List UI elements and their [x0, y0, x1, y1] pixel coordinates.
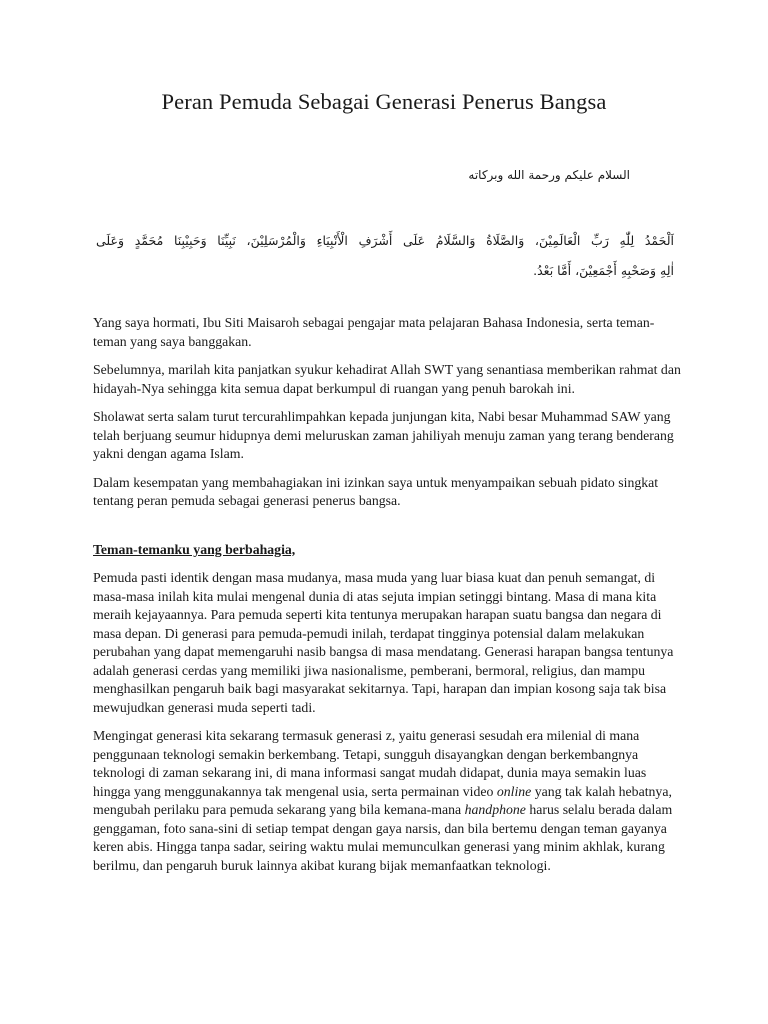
- italic-online: online: [496, 783, 532, 799]
- arabic-salam: السلام عليكم ورحمة الله وبركاته: [468, 168, 630, 182]
- hamdalah-line-2: اٰلِهِ وَصَحْبِهِ أَجْمَعِيْنَ، أَمَّا بَعْدُ.: [533, 263, 674, 278]
- italic-handphone: handphone: [464, 802, 526, 817]
- spacer: [93, 521, 683, 541]
- paragraph-technology-part-a: Mengingat generasi kita sekarang termasuk generasi z, yaitu generasi sesudah era milenial di mana penggunaan teknologi semakin berkembang. Tetapi, sungguh disayangkan dengan berkembangnya teknologi di zaman sekarang ini, di mana informasi sangat mudah didapat, dunia maya semakin luas hingga yang menggunakannya tak mengenal usia, serta permainan video: [93, 728, 647, 799]
- paragraph-intro: Dalam kesempatan yang membahagiakan ini izinkan saya untuk menyampaikan sebuah pidato singkat tentang peran pemuda sebagai generasi penerus bangsa.: [93, 474, 659, 508]
- paragraph-youth: Pemuda pasti identik dengan masa mudanya, masa muda yang luar biasa kuat dan penuh semangat, di masa-masa inilah kita mulai mengenal dunia di atas sejuta impian setinggi bintang. Masa di mana kita meraih kejayaannya. Para pemuda seperti kita tentunya merupakan harapan suatu bangsa dan negara di masa depan. Di generasi para pemuda-pemudi inilah, terdapat tingginya potensial dalam melakukan perubahan yang dapat memengaruhi nasib bangsa di masa mendatang. Generasi harapan bangsa tentunya adalah generasi cerdas yang memiliki jiwa nasionalisme, pemberani, bermoral, religius, dan mampu menghasilkan pengaruh baik bagi masyarakat sekitarnya. Tapi, harapan dan impian kosong saja tak bisa mewujudkan generasi muda seperti tadi.: [93, 570, 674, 715]
- document-body: [93, 314, 683, 885]
- hamdalah-line-1: اَلْحَمْدُ لِلّٰهِ رَبِّ الْعَالَمِيْنَ، وَالصَّلَاةُ وَالسَّلَامُ عَلَى أَشْرَفِ الْأَنْبِيَاءِ وَالْمُرْسَلِيْنَ، نَبِيِّنَا وَحَبِيْبِنَا مُحَمَّدٍ وَعَلَى: [96, 233, 674, 248]
- section-heading: Teman-temanku yang berbahagia,: [93, 541, 296, 557]
- paragraph-technology-part-b: yang tak kalah hebatnya, mengubah perilaku para pemuda sekarang yang bila kemana-mana: [93, 783, 672, 817]
- paragraph-technology-part-c: harus selalu berada dalam genggaman, foto sana-sini di setiap tempat dengan gaya narsis, dan bila bertemu dengan teman gayanya keren abis. Hingga tanpa sadar, seiring waktu mulai memunculkan generasi yang minim akhlak, kurang berilmu, dan pengaruh buruk lainnya akibat kurang bijak memanfaatkan teknologi.: [93, 802, 673, 873]
- paragraph-technology: [93, 727, 683, 875]
- paragraph-gratitude: Sebelumnya, marilah kita panjatkan syukur kehadirat Allah SWT yang senantiasa memberikan rahmat dan hidayah-Nya sehingga kita semua dapat berkumpul di ruangan yang penuh barokah ini.: [93, 362, 681, 396]
- document-title: Peran Pemuda Sebagai Generasi Penerus Bangsa: [161, 89, 607, 114]
- paragraph-greeting: Yang saya hormati, Ibu Siti Maisaroh sebagai pengajar mata pelajaran Bahasa Indonesia, serta teman-teman yang saya banggakan.: [93, 315, 655, 349]
- arabic-hamdalah: [96, 226, 674, 286]
- paragraph-sholawat: Sholawat serta salam turut tercurahlimpahkan kepada junjungan kita, Nabi besar Muhammad SAW yang telah berjuang seumur hidupnya demi meluruskan zaman jahiliyah menuju zaman yang terang benderang yakni dengan agama Islam.: [93, 409, 674, 461]
